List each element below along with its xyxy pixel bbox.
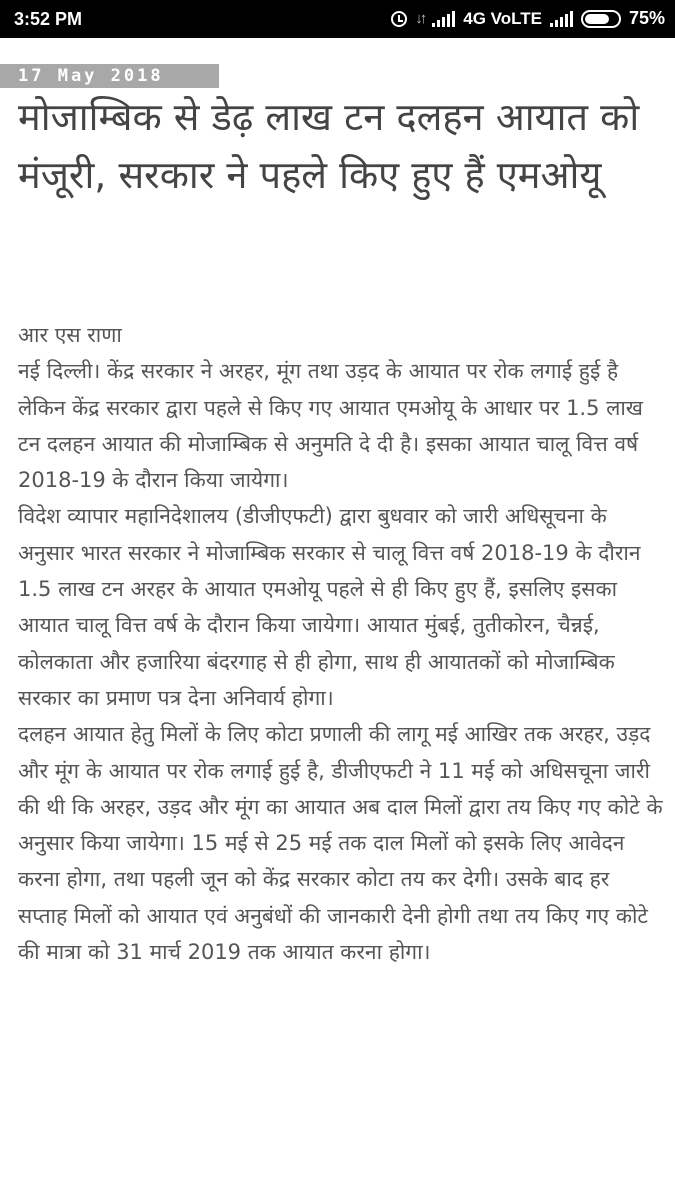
alarm-icon xyxy=(391,11,407,27)
status-time: 3:52 PM xyxy=(14,9,83,29)
status-bar xyxy=(0,0,675,38)
status-icons xyxy=(391,8,665,29)
article-title: मोजाम्बिक से डेढ़ लाख टन दलहन आयात को मंजूरी, सरकार ने पहले किए हुए हैं एमओयू xyxy=(18,95,640,197)
article-paragraph: नई दिल्ली। केंद्र सरकार ने अरहर, मूंग तथा उड़द के आयात पर रोक लगाई हुई है लेकिन केंद्र सरकार द्वारा पहले से किए गए आयात एमओयू के आधार पर 1.5 लाख टन दलहन आयात की मोजाम्बिक से अनुमति दे दी है। इसका आयात चालू वित्त वर्ष 2018-19 के दौरान किया जायेगा। xyxy=(18,359,643,493)
network-type: 4G VoLTE xyxy=(463,8,542,28)
battery-icon xyxy=(581,10,621,28)
signal-strength-icon-sim2 xyxy=(550,11,573,27)
data-arrows-icon: ↓↑ xyxy=(415,10,425,27)
date-badge: 17 May 2018 xyxy=(0,64,219,88)
battery-fill xyxy=(585,14,609,24)
article-paragraph: विदेश व्यापार महानिदेशालय (डीजीएफटी) द्वारा बुधवार को जारी अधिसूचना के अनुसार भारत सरकार ने मोजाम्बिक सरकार से चालू वित्त वर्ष 2018-19 के दौरान 1.5 लाख टन अरहर के आयात एमओयू पहले से ही किए हुए हैं, इसलिए इसका आयात चालू वित्त वर्ष के दौरान किया जायेगा। आयात मुंबई, तुतीकोरन, चैन्नई, कोलकाता और हजारिया बंदरगाह से ही होगा, साथ ही आयातकों को मोजाम्बिक सरकार का प्रमाण पत्र देना अनिवार्य होगा। xyxy=(18,504,641,710)
battery-percent: 75% xyxy=(628,8,665,28)
article-paragraph: दलहन आयात हेतु मिलों के लिए कोटा प्रणाली की लागू मई आखिर तक अरहर, उड़द और मूंग के आयात पर रोक लगाई हुई है, डीजीएफटी ने 11 मई को अधिसचूना जारी की थी कि अरहर, उड़द और मूंग का आयात अब दाल मिलों द्वारा तय किए गए कोटे के अनुसार किया जायेगा। 15 मई से 25 मई तक दाल मिलों को इसके लिए आवेदन करना होगा, तथा पहली जून को केंद्र सरकार कोटा तय कर देगी। उसके बाद हर सप्ताह मिलों को आयात एवं अनुबंधों की जानकारी देनी होगी तथा तय किए गए कोटे की मात्रा को 31 मार्च 2019 तक आयात करना होगा। xyxy=(18,722,663,965)
signal-strength-icon xyxy=(432,11,455,27)
article-body xyxy=(18,317,663,970)
author-name: आर एस राणा xyxy=(18,323,122,347)
